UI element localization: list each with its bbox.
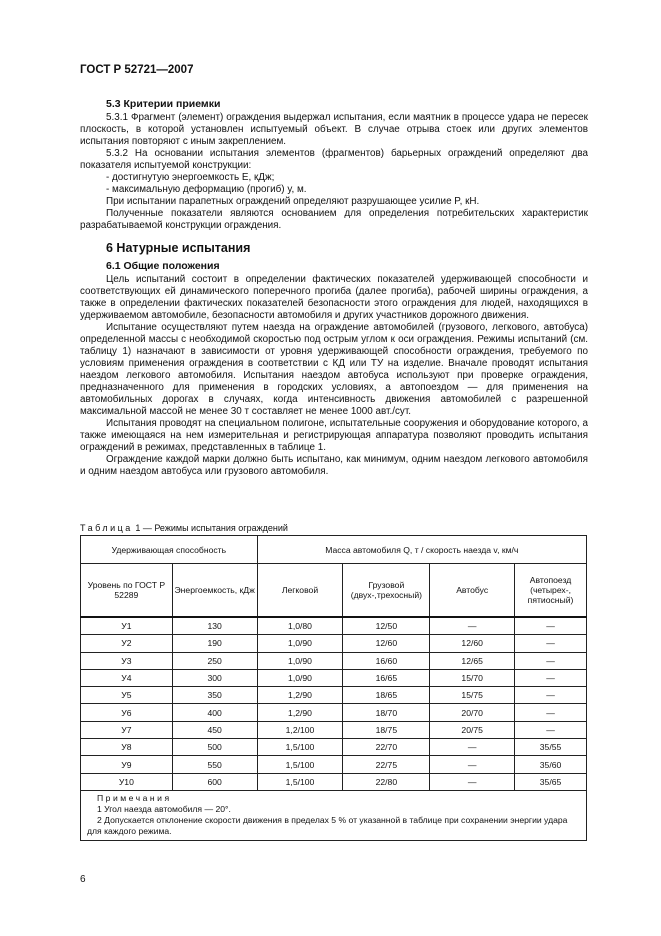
table-cell: У3 <box>81 652 173 669</box>
table-cell: — <box>430 756 515 773</box>
table-cell: 450 <box>172 721 257 738</box>
paragraph: 5.3.1 Фрагмент (элемент) ограждения выдержал испытания, если маятник в процессе удара не пересек плоскость, в которой установлен испытуемый объект. В случае отрыва стоек или других элементов испытания повторяют с иным закреплением. <box>80 112 588 147</box>
table-cell: 1,0/80 <box>257 617 343 635</box>
table-cell: — <box>515 669 587 686</box>
table-cell: 35/65 <box>515 773 587 790</box>
table-cell: 1,5/100 <box>257 756 343 773</box>
table-row <box>81 773 587 790</box>
table-cell: — <box>515 635 587 652</box>
group-header: Масса автомобиля Q, т / скорость наезда v, км/ч <box>257 536 586 564</box>
paragraph: 5.3.2 На основании испытания элементов (фрагментов) барьерных ограждений определяют два показателя испытуемой конструкции: <box>80 148 588 171</box>
table-cell: 350 <box>172 687 257 704</box>
paragraph: Испытание осуществляют путем наезда на ограждение автомобилей (грузового, легкового, автобуса) определенной массы с необходимой скоростью под острым углом к оси ограждения. Режимы испытаний (см. таблицу 1) назначают в зависимости от уровня удерживающей способности ограждения, требуемого по условиям применения ограждения в соответствии с КД или ТУ на изделие. Вначале проводят испытания наездом легкового автомобиля. Испытания наездом автобуса используют при проверке ограждения, предназначенного для применения в городских условиях, а автопоездом — для применения на автомобильных дорогах в случаях, когда интенсивность движения автомобилей с разрешенной максимальной массой не менее 30 т составляет не менее 1000 авт./сут. <box>80 322 588 417</box>
note: 1 Угол наезда автомобиля — 20°. <box>97 803 231 814</box>
table-cell: — <box>515 617 587 635</box>
table-cell: 1,0/90 <box>257 669 343 686</box>
table-cell: — <box>430 617 515 635</box>
table-cell: — <box>515 652 587 669</box>
list-item: - достигнутую энергоемкость E, кДж; <box>106 172 275 183</box>
section-heading-6: 6 Натурные испытания <box>106 241 251 255</box>
table-caption <box>80 523 288 533</box>
table-cell: 1,0/90 <box>257 652 343 669</box>
table-row <box>81 617 587 635</box>
table-row <box>81 756 587 773</box>
table-cell: 12/65 <box>430 652 515 669</box>
section-heading-5-3: 5.3 Критерии приемки <box>106 98 221 110</box>
test-modes-table <box>80 535 587 841</box>
table-caption-word: Таблица <box>80 523 133 533</box>
notes-title: Примечания <box>97 792 172 803</box>
table-cell: 16/60 <box>343 652 430 669</box>
table-row <box>81 739 587 756</box>
table-cell: У5 <box>81 687 173 704</box>
table-cell: 18/65 <box>343 687 430 704</box>
table-row <box>81 635 587 652</box>
column-header: Грузовой (двух-,трехосный) <box>343 564 430 618</box>
table-cell: 550 <box>172 756 257 773</box>
table-cell: — <box>515 704 587 721</box>
body-text <box>80 98 588 478</box>
paragraph: При испытании парапетных ограждений определяют разрушающее усилие P, кН. <box>106 196 480 207</box>
group-header: Удерживающая способность <box>81 536 258 564</box>
table-cell: 22/75 <box>343 756 430 773</box>
note: 2 Допускается отклонение скорости движения в пределах 5 % от указанной в таблице при сохранении энергии удара для каждого режима. <box>87 814 568 836</box>
table-cell: 20/75 <box>430 721 515 738</box>
table-cell: 12/60 <box>430 635 515 652</box>
table-cell: У6 <box>81 704 173 721</box>
column-header: Энергоемкость, кДж <box>172 564 257 618</box>
table-cell: — <box>430 773 515 790</box>
table-cell: 1,2/90 <box>257 704 343 721</box>
table-cell: 400 <box>172 704 257 721</box>
column-header: Легковой <box>257 564 343 618</box>
table-cell: У9 <box>81 756 173 773</box>
table-cell: 35/60 <box>515 756 587 773</box>
column-header: Автобус <box>430 564 515 618</box>
table-cell: 1,0/90 <box>257 635 343 652</box>
table-row <box>81 652 587 669</box>
table-cell: У2 <box>81 635 173 652</box>
column-header: Уровень по ГОСТ Р 52289 <box>81 564 173 618</box>
table-cell: У7 <box>81 721 173 738</box>
page-number: 6 <box>80 874 86 885</box>
table-cell: У8 <box>81 739 173 756</box>
paragraph: Ограждение каждой марки должно быть испытано, как минимум, одним наездом легкового автомобиля и одним наездом автобуса или грузового автомобиля. <box>80 454 588 477</box>
table-cell: 22/80 <box>343 773 430 790</box>
paragraph: Полученные показатели являются основанием для определения потребительских характеристик разрабатываемой конструкции ограждения. <box>80 208 588 231</box>
table-cell: 16/65 <box>343 669 430 686</box>
table-cell: 250 <box>172 652 257 669</box>
list-item: - максимальную деформацию (прогиб) y, м. <box>106 184 307 195</box>
table-row <box>81 669 587 686</box>
table-cell: 15/70 <box>430 669 515 686</box>
column-header: Автопоезд (четырех-, пятиосный) <box>515 564 587 618</box>
table-cell: 20/70 <box>430 704 515 721</box>
table-cell: — <box>430 739 515 756</box>
table-caption-title: 1 — Режимы испытания ограждений <box>135 523 288 533</box>
table-notes <box>81 790 587 840</box>
table-cell: У1 <box>81 617 173 635</box>
paragraph: Цель испытаний состоит в определении фактических показателей удерживающей способности и соответствующих ей динамического поперечного прогиба (далее прогиба), рабочей ширины ограждения, а также в определении фактических показателей безопасности этого ограждения для людей, находящихся в удерживаемом автомобиле, безопасности автомобиля и других участников дорожного движения. <box>80 274 588 321</box>
table-cell: 35/55 <box>515 739 587 756</box>
table-cell: 190 <box>172 635 257 652</box>
table-cell: У4 <box>81 669 173 686</box>
section-heading-6-1: 6.1 Общие положения <box>106 260 220 272</box>
paragraph: Испытания проводят на специальном полигоне, испытательные сооружения и оборудование которого, а также имеющаяся на нем измерительная и регистрирующая аппаратура позволяют проводить испытания ограждений в режимах, представленных в таблице 1. <box>80 418 588 453</box>
table-cell: 1,5/100 <box>257 773 343 790</box>
table-row <box>81 687 587 704</box>
table-cell: 12/50 <box>343 617 430 635</box>
table-row <box>81 704 587 721</box>
table-cell: У10 <box>81 773 173 790</box>
table-row <box>81 721 587 738</box>
table-cell: 12/60 <box>343 635 430 652</box>
table-cell: 1,2/90 <box>257 687 343 704</box>
table-cell: 18/70 <box>343 704 430 721</box>
table-cell: 300 <box>172 669 257 686</box>
table-cell: — <box>515 721 587 738</box>
table-cell: — <box>515 687 587 704</box>
table-cell: 1,5/100 <box>257 739 343 756</box>
table-cell: 15/75 <box>430 687 515 704</box>
table-cell: 500 <box>172 739 257 756</box>
table-cell: 600 <box>172 773 257 790</box>
document-code: ГОСТ Р 52721—2007 <box>80 64 194 76</box>
table-cell: 22/70 <box>343 739 430 756</box>
table-cell: 1,2/100 <box>257 721 343 738</box>
table-cell: 18/75 <box>343 721 430 738</box>
table-cell: 130 <box>172 617 257 635</box>
